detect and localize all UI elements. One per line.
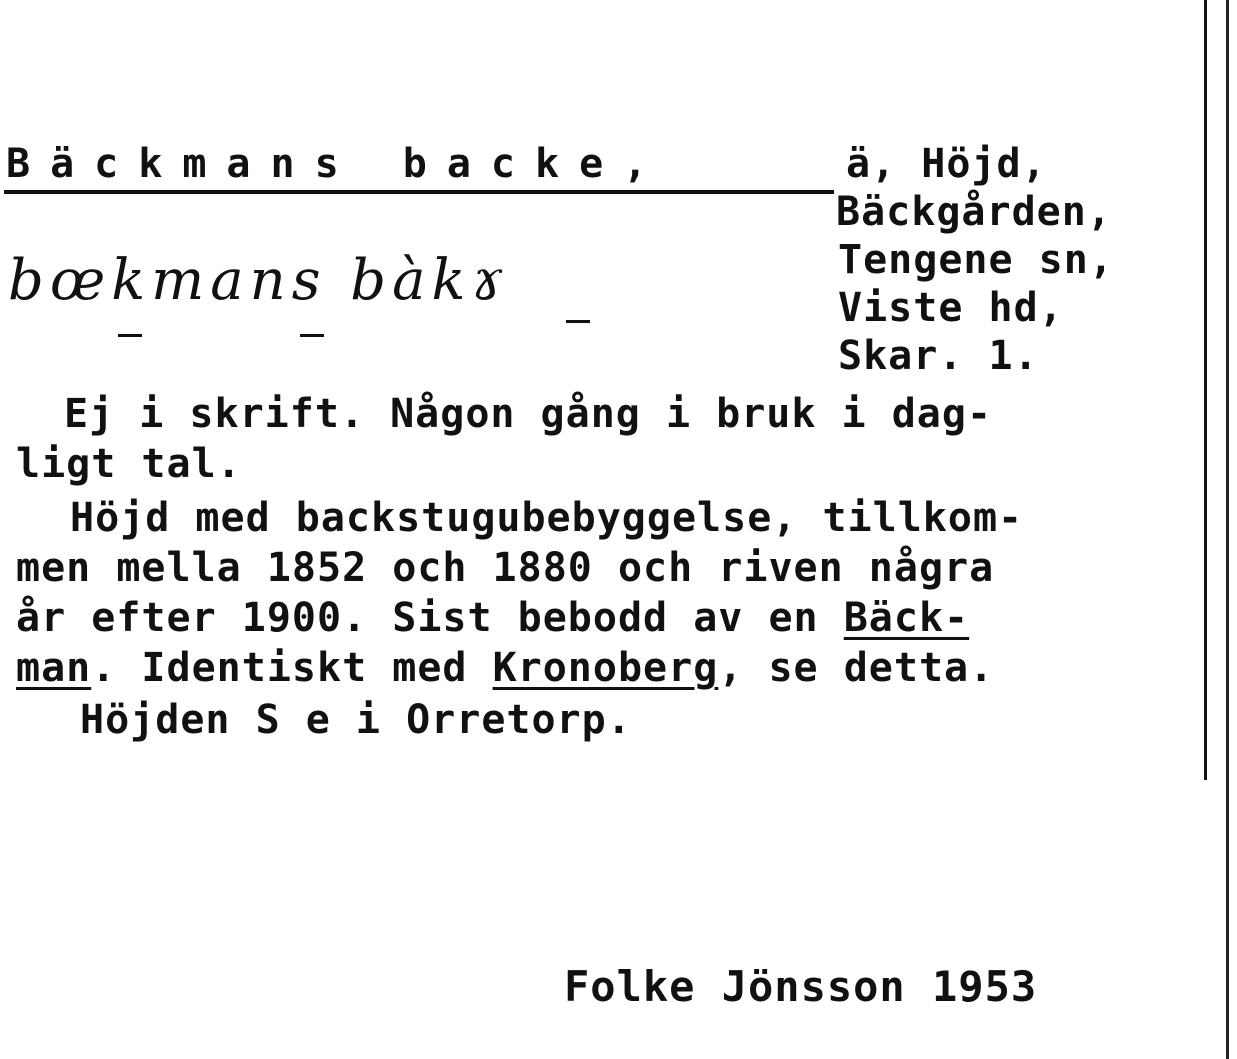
card-edge-line xyxy=(1204,0,1207,780)
meta-line-2: Bäckgården, xyxy=(836,189,1112,235)
body-line-7: Höjden S e i Orretorp. xyxy=(80,697,632,743)
headword-text: Bäckmans backe xyxy=(6,141,624,187)
signature: Folke Jönsson 1953 xyxy=(564,962,1038,1011)
phonetic-transcription: bœkmans bàkɤ xyxy=(8,248,509,313)
card-edge-line-outer xyxy=(1226,0,1229,1059)
body-line-3: Höjd med backstugubebyggelse, tillkom- xyxy=(70,495,1024,541)
ref-backman-1: Bäck- xyxy=(843,595,970,641)
phonetic-length-mark-1 xyxy=(118,334,142,337)
headword-comma: , xyxy=(623,141,648,187)
body-line-5 xyxy=(16,594,969,642)
body-line-4: men mella 1852 och 1880 och riven några xyxy=(16,545,995,591)
body-line-6-tail: , se detta. xyxy=(718,645,995,691)
body-line-1: Ej i skrift. Någon gång i bruk i dag- xyxy=(64,391,993,437)
body-line-2: ligt tal. xyxy=(16,441,242,487)
phonetic-length-mark-3 xyxy=(566,320,590,323)
meta-line-3: Tengene sn, xyxy=(838,237,1114,283)
ref-backman-2: man xyxy=(16,645,92,691)
meta-line-4: Viste hd, xyxy=(838,285,1064,331)
body-line-6 xyxy=(16,644,994,692)
headword-underline xyxy=(4,190,834,194)
phonetic-length-mark-2 xyxy=(300,334,324,337)
headword xyxy=(6,140,647,188)
body-line-6-text: . Identiskt med xyxy=(91,645,493,691)
ref-kronoberg: Kronoberg xyxy=(492,645,719,691)
body-line-5-text: år efter 1900. Sist bebodd av en xyxy=(16,595,844,641)
meta-line-5: Skar. 1. xyxy=(838,333,1039,379)
meta-line-1: ä, Höjd, xyxy=(846,141,1047,187)
